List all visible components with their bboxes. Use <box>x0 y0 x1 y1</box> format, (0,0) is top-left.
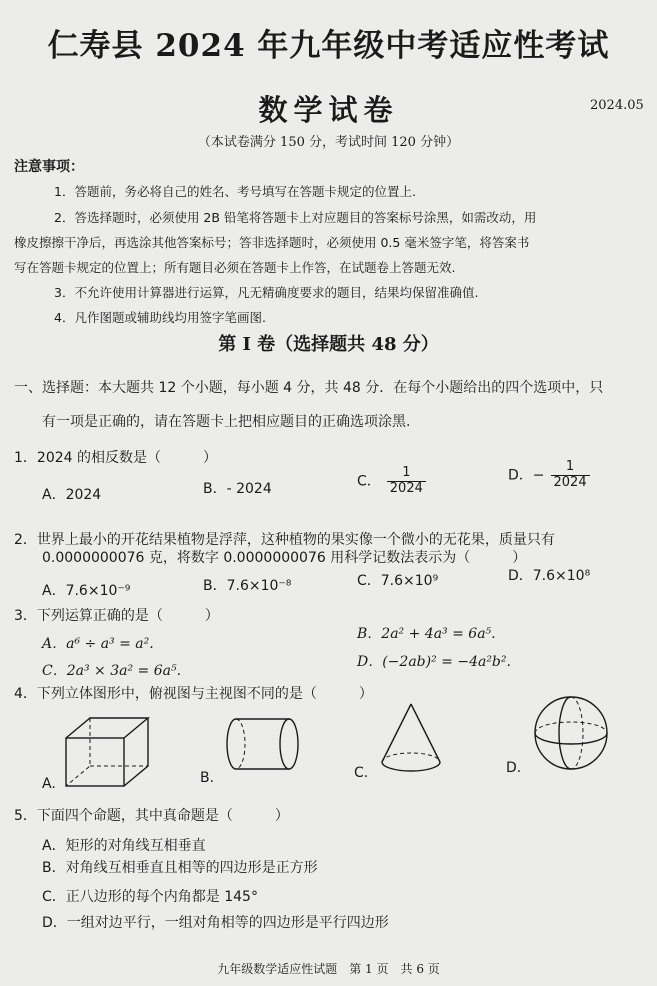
q5-option-d: D．一组对边平行，一组对角相等的四边形是平行四边形 <box>42 915 389 931</box>
q3-option-d: D．(−2ab)² = −4a²b². <box>357 654 511 670</box>
q3-option-c: C．2a³ × 3a² = 6a⁵. <box>42 663 182 679</box>
q2-option-a: A．7.6×10⁻⁹ <box>42 583 131 599</box>
fraction-denominator: 2024 <box>387 481 426 497</box>
question-2-stem-line2: 0.0000000076 克，将数字 0.0000000076 用科学记数法表示为（ ） <box>42 550 527 566</box>
part-instruction: 有一项是正确的，请在答题卡上把相应题目的正确选项涂黑. <box>42 414 411 430</box>
q2-option-d: D．7.6×10⁸ <box>508 568 591 584</box>
exam-title: 仁寿县 2024 年九年级中考适应性考试 <box>47 28 610 64</box>
q4-option-b-label: B. <box>200 770 215 786</box>
q1-option-c-label: C． <box>357 473 381 490</box>
q2-option-b: B．7.6×10⁻⁸ <box>203 578 292 594</box>
q1-option-b: B．- 2024 <box>203 481 272 497</box>
q4-option-d-label: D. <box>506 760 522 776</box>
part-instruction: 一、选择题：本大题共 12 个小题，每小题 4 分，共 48 分．在每个小题给出的四个选项中，只 <box>14 380 604 396</box>
q1-option-a: A．2024 <box>42 487 102 503</box>
notice-heading: 注意事项： <box>14 159 84 175</box>
exam-date: 2024.05 <box>590 98 644 113</box>
q5-option-c: C．正八边形的每个内角都是 145° <box>42 889 258 905</box>
exam-info: （本试卷满分 150 分，考试时间 120 分钟） <box>197 135 460 150</box>
notice-line: 4．凡作图题或辅助线均用签字笔画图. <box>54 310 266 325</box>
cube-figure <box>60 712 155 790</box>
notice-line: 写在答题卡规定的位置上；所有题目必须在答题卡上作答，在试题卷上答题无效. <box>14 260 456 275</box>
question-5-stem: 5．下面四个命题，其中真命题是（ ） <box>14 808 289 824</box>
question-3-stem: 3．下列运算正确的是（ ） <box>14 608 219 624</box>
notice-line: 2．答选择题时，必须使用 2B 铅笔将答题卡上对应题目的答案标号涂黑，如需改动，用 <box>54 210 537 225</box>
q4-option-c-label: C. <box>354 765 369 781</box>
notice-line: 1．答题前，务必将自己的姓名、考号填写在答题卡规定的位置上. <box>54 184 416 199</box>
q4-option-a-label: A. <box>42 776 56 792</box>
exam-subtitle: 数学试卷 <box>258 93 399 127</box>
q3-option-b: B．2a² + 4a³ = 6a⁵. <box>357 626 496 642</box>
question-4-stem: 4．下列立体图形中，俯视图与主视图不同的是（ ） <box>14 686 373 702</box>
sphere-figure <box>530 692 612 774</box>
question-2-stem: 2．世界上最小的开花结果植物是浮萍，这种植物的果实像一个微小的无花果，质量只有 <box>14 532 555 548</box>
q2-option-c: C．7.6×10⁹ <box>357 573 439 589</box>
page-footer: 九年级数学适应性试题 第 1 页 共 6 页 <box>217 962 440 976</box>
fraction-numerator: 1 <box>565 459 575 474</box>
q1-option-c <box>357 466 426 497</box>
cone-figure <box>376 700 446 776</box>
q5-option-a: A．矩形的对角线互相垂直 <box>42 838 206 854</box>
fraction-numerator: 1 <box>402 465 411 480</box>
q1-option-d <box>508 460 590 491</box>
notice-line: 3．不允许使用计算器进行运算，凡无精确度要求的题目，结果均保留准确值. <box>54 285 479 300</box>
q5-option-b: B．对角线互相垂直且相等的四边形是正方形 <box>42 860 318 876</box>
q1-option-d-fraction <box>551 460 590 491</box>
question-1-stem: 1．2024 的相反数是（ ） <box>14 450 217 466</box>
section-title: 第 I 卷（选择题共 48 分） <box>218 334 439 355</box>
q1-option-c-fraction <box>387 466 426 497</box>
q1-option-d-label: D．− <box>508 467 545 484</box>
notice-line: 橡皮擦擦干净后，再选涂其他答案标号；答非选择题时，必须使用 0.5 毫米签字笔，将答案书 <box>14 235 530 250</box>
cylinder-figure <box>222 712 302 778</box>
fraction-denominator: 2024 <box>551 475 590 491</box>
q3-option-a: A．a⁶ ÷ a³ = a². <box>42 636 154 652</box>
